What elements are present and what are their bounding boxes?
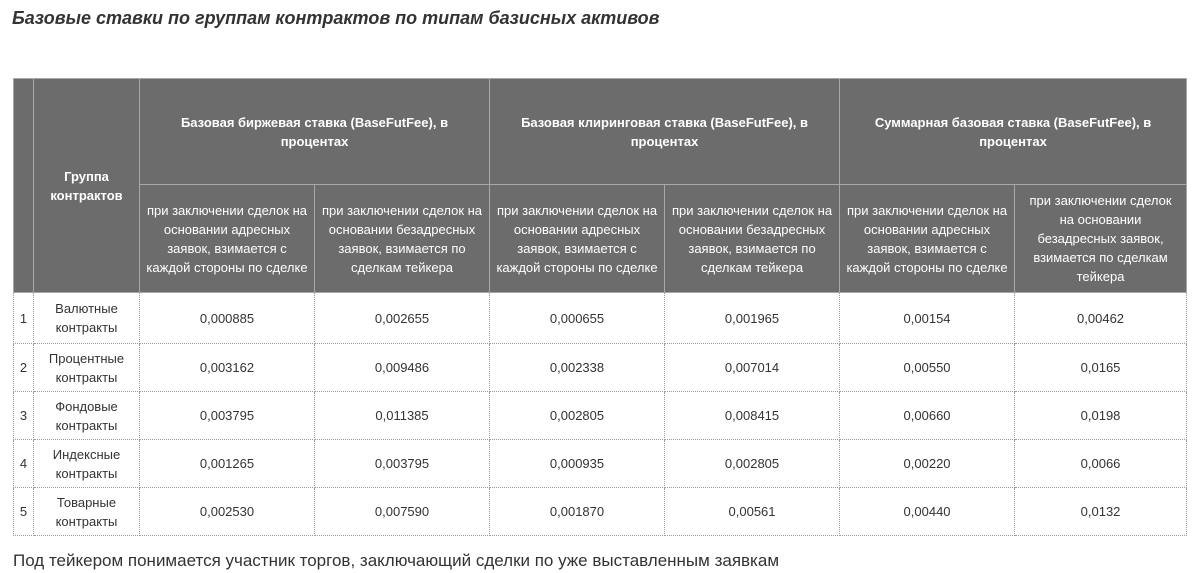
row-number: 5 xyxy=(14,488,34,536)
rate-cell: 0,002338 xyxy=(490,344,665,392)
header-clearing-rate: Базовая клиринговая ставка (BaseFutFee), в процентах xyxy=(490,79,840,185)
contract-group-cell: Индексные контракты xyxy=(34,440,140,488)
rate-cell: 0,00220 xyxy=(840,440,1015,488)
table-row xyxy=(14,488,1187,536)
rate-cell: 0,00561 xyxy=(665,488,840,536)
rate-cell: 0,003795 xyxy=(140,392,315,440)
rate-cell: 0,0198 xyxy=(1015,392,1187,440)
table-row xyxy=(14,440,1187,488)
rate-cell: 0,000935 xyxy=(490,440,665,488)
table-row xyxy=(14,293,1187,344)
subheader-anonymous-orders: при заключении сделок на основании безадресных заявок, взимается по сделкам тейкера xyxy=(665,185,840,293)
rate-cell: 0,011385 xyxy=(315,392,490,440)
rate-cell: 0,0165 xyxy=(1015,344,1187,392)
rate-cell: 0,0066 xyxy=(1015,440,1187,488)
subheader-address-orders: при заключении сделок на основании адресных заявок, взимается с каждой стороны по сделке xyxy=(840,185,1015,293)
rate-cell: 0,001265 xyxy=(140,440,315,488)
rate-cell: 0,000655 xyxy=(490,293,665,344)
rate-cell: 0,001870 xyxy=(490,488,665,536)
rate-cell: 0,007014 xyxy=(665,344,840,392)
rate-cell: 0,0132 xyxy=(1015,488,1187,536)
header-row-groups xyxy=(14,79,1187,185)
rate-cell: 0,00660 xyxy=(840,392,1015,440)
rate-cell: 0,002530 xyxy=(140,488,315,536)
row-number: 1 xyxy=(14,293,34,344)
header-row-number xyxy=(14,79,34,293)
table-row xyxy=(14,344,1187,392)
row-number: 3 xyxy=(14,392,34,440)
table-row xyxy=(14,392,1187,440)
rate-cell: 0,002655 xyxy=(315,293,490,344)
rate-cell: 0,008415 xyxy=(665,392,840,440)
rate-cell: 0,009486 xyxy=(315,344,490,392)
rate-cell: 0,001965 xyxy=(665,293,840,344)
subheader-anonymous-orders: при заключении сделок на основании безадресных заявок, взимается по сделкам тейкера xyxy=(1015,185,1187,293)
header-contract-group: Группа контрактов xyxy=(34,79,140,293)
rate-cell: 0,00440 xyxy=(840,488,1015,536)
contract-group-cell: Фондовые контракты xyxy=(34,392,140,440)
header-total-rate: Суммарная базовая ставка (BaseFutFee), в процентах xyxy=(840,79,1187,185)
header-row-subcolumns xyxy=(14,185,1187,293)
subheader-address-orders: при заключении сделок на основании адресных заявок, взимается с каждой стороны по сделке xyxy=(140,185,315,293)
subheader-address-orders: при заключении сделок на основании адресных заявок, взимается с каждой стороны по сделке xyxy=(490,185,665,293)
rate-cell: 0,00154 xyxy=(840,293,1015,344)
row-number: 2 xyxy=(14,344,34,392)
rate-cell: 0,002805 xyxy=(665,440,840,488)
contract-group-cell: Процентные контракты xyxy=(34,344,140,392)
rate-cell: 0,003795 xyxy=(315,440,490,488)
rate-cell: 0,000885 xyxy=(140,293,315,344)
rate-cell: 0,00550 xyxy=(840,344,1015,392)
footnote: Под тейкером понимается участник торгов, заключающий сделки по уже выставленным заявкам xyxy=(13,551,780,570)
contract-group-cell: Валютные контракты xyxy=(34,293,140,344)
row-number: 4 xyxy=(14,440,34,488)
subheader-anonymous-orders: при заключении сделок на основании безадресных заявок, взимается по сделкам тейкера xyxy=(315,185,490,293)
header-exchange-rate: Базовая биржевая ставка (BaseFutFee), в процентах xyxy=(140,79,490,185)
rate-cell: 0,002805 xyxy=(490,392,665,440)
rate-cell: 0,007590 xyxy=(315,488,490,536)
rate-cell: 0,00462 xyxy=(1015,293,1187,344)
page-title: Базовые ставки по группам контрактов по типам базисных активов xyxy=(12,8,660,28)
contract-group-cell: Товарные контракты xyxy=(34,488,140,536)
rates-table xyxy=(13,78,1187,536)
rate-cell: 0,003162 xyxy=(140,344,315,392)
